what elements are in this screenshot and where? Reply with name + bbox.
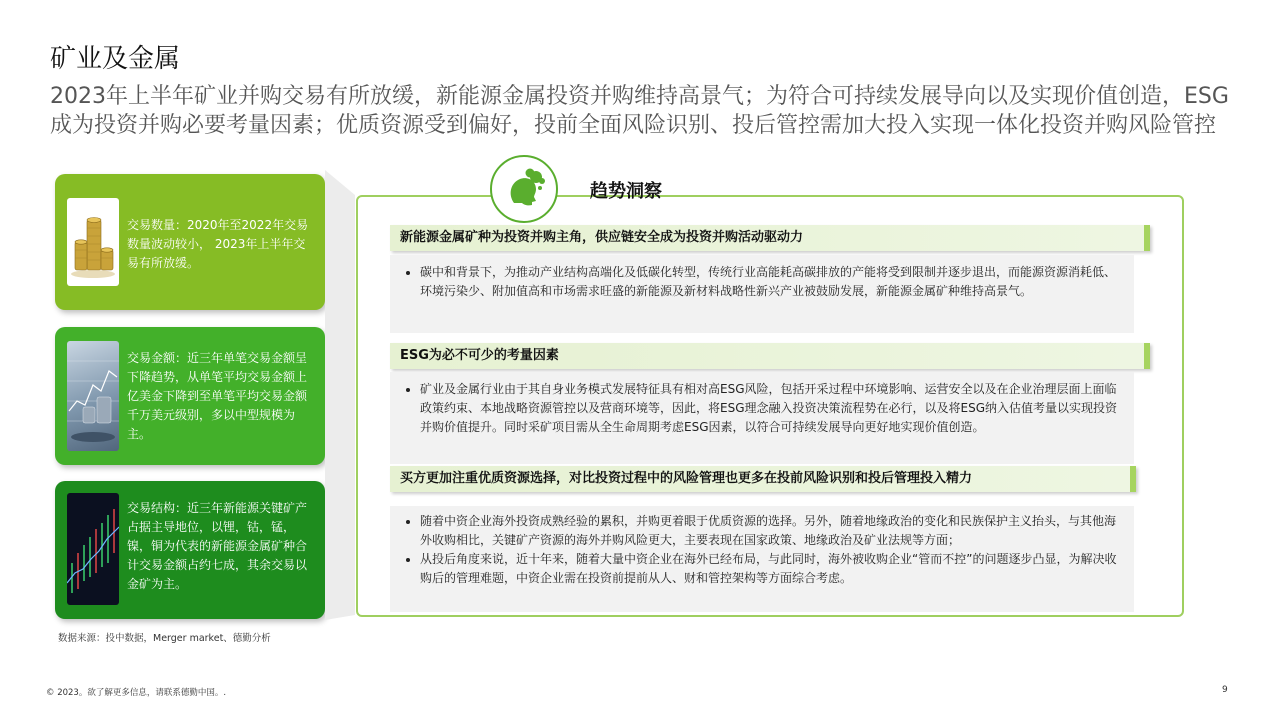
page-number: 9 — [1222, 685, 1228, 695]
bullet-item: • 随着中资企业海外投资成熟经验的累积，并购更着眼于优质资源的选择。另外，随着地缘政治的变化和民族保护主义抬头，与其他海外收购相比，关键矿产资源的海外并购风险更大，主要表现在国家政策、地缘政治及矿业法规等方面； — [420, 512, 1124, 550]
gold-coins-image — [67, 198, 119, 286]
data-source-note: 数据来源：投中数据，Merger market、德勤分析 — [58, 633, 271, 644]
thinking-head-icon — [490, 155, 558, 223]
section-heading-new-energy: 新能源金属矿种为投资并购主角，供应链安全成为投资并购活动驱动力 — [390, 225, 1150, 251]
section-heading-esg: ESG为必不可少的考量因素 — [390, 343, 1150, 369]
transaction-structure-card — [55, 481, 325, 619]
section-body-new-energy — [390, 255, 1134, 333]
transaction-structure-text: 交易结构：近三年新能源关键矿产占据主导地位，以锂，钴，锰，镍，铜为代表的新能源金属矿种合计交易金额占约七成，其余交易以金矿为主。 — [127, 501, 308, 591]
bullet-item: • 从投后角度来说，近十年来，随着大量中资企业在海外已经布局，与此同时，海外被收购企业“管而不控”的问题逐步凸显，为解决收购后的管理难题，中资企业需在投资前提前从人、财和管控架构等方面综合考虑。 — [420, 550, 1124, 588]
transaction-amount-text: 交易金额：近三年单笔交易金额呈下降趋势，从单笔平均交易金额上亿美金下降到至单笔平均交易金额千万美元级别，多以中型规模为主。 — [127, 351, 308, 441]
page-title: 矿业及金属 — [50, 44, 181, 74]
section-body-esg — [390, 372, 1134, 464]
section-heading-quality-resources: 买方更加注重优质资源选择，对比投资过程中的风险管理也更多在投前风险识别和投后管理投入精力 — [390, 466, 1136, 492]
transaction-count-text: 交易数量：2020年至2022年交易数量波动较小， 2023年上半年交易有所放缓。 — [127, 218, 309, 270]
bullet-item: • 碳中和背景下，为推动产业结构高端化及低碳化转型，传统行业高能耗高碳排放的产能将受到限制并逐步退出，而能源资源消耗低、环境污染少、附加值高和市场需求旺盛的新能源及新材料战略性新兴产业被鼓励发展，新能源金属矿种维持高景气。 — [420, 263, 1124, 301]
transaction-amount-card — [55, 327, 325, 465]
stock-chart-image — [67, 493, 119, 605]
transaction-count-card — [55, 174, 325, 310]
footer-copyright: © 2023。欲了解更多信息，请联系德勤中国。. — [46, 688, 227, 698]
page-subtitle: 2023年上半年矿业并购交易有所放缓，新能源金属投资并购维持高景气；为符合可持续发展导向以及实现价值创造，ESG成为投资并购必要考量因素；优质资源受到偏好，投前全面风险识别、投后管控需加大投入实现一体化投资并购风险管控 — [50, 84, 1229, 138]
section-body-quality-resources — [390, 506, 1134, 612]
bullet-item: • 矿业及金属行业由于其自身业务模式发展特征具有相对高ESG风险，包括开采过程中环境影响、运营安全以及在企业治理层面上面临政策约束、本地战略资源管控以及营商环境等，因此，将ESG理念融入投资决策流程势在必行，以及将ESG纳入估值考量以实现投资并购价值提升。同时采矿项目需从全生命周期考虑ESG因素，以符合可持续发展导向更好地实现价值创造。 — [420, 380, 1124, 437]
trend-title: 趋势洞察 — [590, 181, 662, 202]
finance-coins-image — [67, 341, 119, 451]
